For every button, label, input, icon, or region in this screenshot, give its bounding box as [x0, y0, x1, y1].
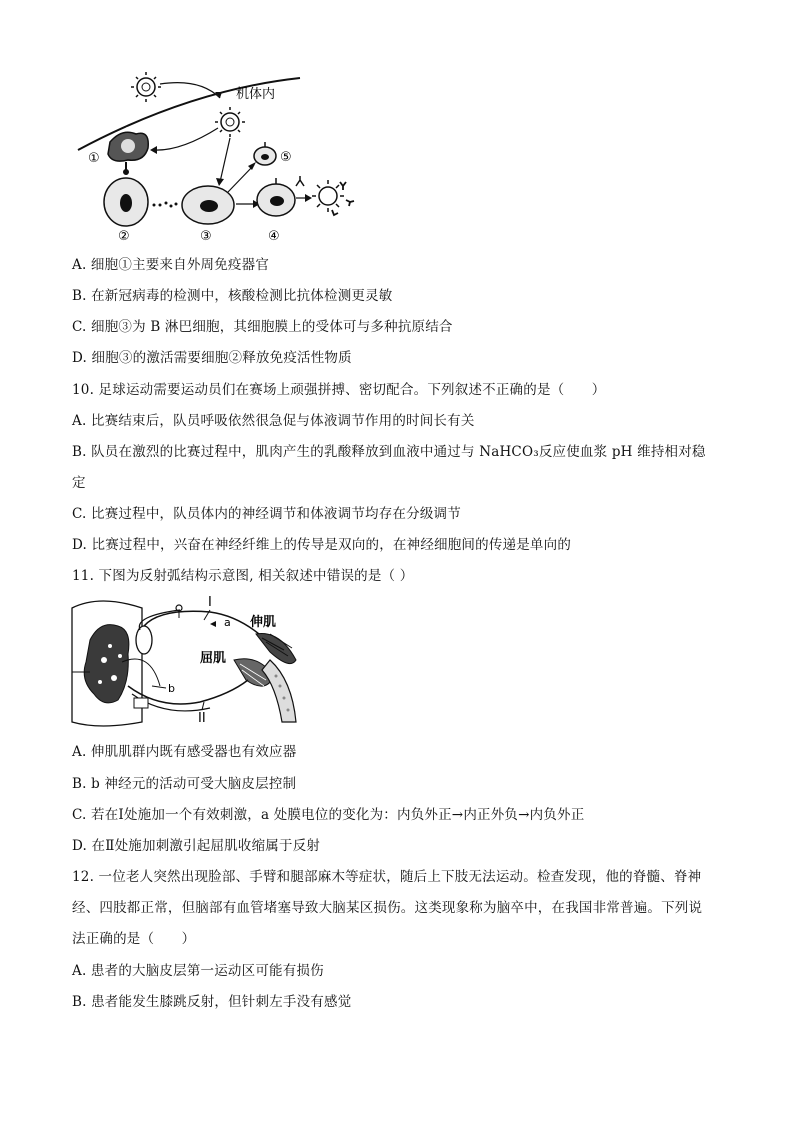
q11-option-c: C. 若在Ⅰ处施加一个有效刺激，a 处膜电位的变化为：内负外正→内正外负→内负外正 — [72, 807, 585, 823]
marker-5: ⑤ — [280, 150, 292, 165]
label-b: b — [168, 682, 175, 695]
marker-1: ① — [88, 151, 100, 166]
reflex-arc-figure — [70, 590, 310, 730]
cell-3 — [182, 186, 234, 224]
sensory-neuron-I — [144, 611, 266, 640]
q9-option-b: B. 在新冠病毒的检测中，核酸检测比抗体检测更灵敏 — [72, 288, 393, 304]
q12-stem-line-3: 法正确的是（ ） — [72, 931, 196, 947]
q9-option-d: D. 细胞③的激活需要细胞②释放免疫活性物质 — [72, 350, 352, 366]
bone — [262, 660, 296, 722]
label-flexor: 屈肌 — [200, 651, 227, 666]
q11-option-d: D. 在Ⅱ处施加刺激引起屈肌收缩属于反射 — [72, 838, 321, 854]
q10-option-c: C. 比赛过程中，队员体内的神经调节和体液调节均存在分级调节 — [72, 506, 461, 522]
q12-option-a: A. 患者的大脑皮层第一运动区可能有损伤 — [72, 963, 324, 979]
q12-stem-line-2: 经、四肢都正常，但脑部有血管堵塞导致大脑某区损伤。这类现象称为脑卒中，在我国非常普遍。下列说 — [72, 900, 703, 916]
q11-stem: 11. 下图为反射弧结构示意图, 相关叙述中错误的是（ ） — [72, 568, 414, 584]
q10-option-d: D. 比赛过程中，兴奋在神经纤维上的传导是双向的，在神经细胞间的传递是单向的 — [72, 537, 572, 553]
q10-option-b: B. 队员在激烈的比赛过程中，肌肉产生的乳酸释放到血液中通过与 NaHCO₃反应使血浆 pH 维持相对稳 — [72, 444, 706, 460]
label-a: a — [224, 616, 231, 629]
label-I: I — [208, 595, 212, 610]
marker-2: ② — [118, 229, 130, 244]
q11-option-b: B. b 神经元的活动可受大脑皮层控制 — [72, 776, 297, 792]
neutralized-virus-icon — [312, 180, 354, 215]
q9-option-a: A. 细胞①主要来自外周免疫器官 — [72, 257, 270, 273]
cell-4 — [257, 178, 295, 216]
label-II: II — [198, 711, 206, 726]
body-interior-label: 机体内 — [236, 87, 276, 102]
q11-option-a: A. 伸肌肌群内既有感受器也有效应器 — [72, 744, 297, 760]
cell-5 — [254, 142, 276, 165]
marker-4: ④ — [268, 229, 280, 244]
antibody-icon — [296, 176, 304, 186]
q12-stem-line-1: 12. 一位老人突然出现脸部、手臂和腿部麻木等症状，随后上下肢无法运动。检查发现，他的脊髓、脊神 — [72, 869, 702, 885]
cell-2 — [104, 178, 148, 226]
virus-icon — [215, 107, 245, 137]
q10-option-b-cont: 定 — [72, 475, 86, 491]
label-extensor: 伸肌 — [250, 615, 277, 630]
marker-3: ③ — [200, 229, 212, 244]
q12-option-b: B. 患者能发生膝跳反射，但针刺左手没有感觉 — [72, 994, 352, 1010]
q10-stem: 10. 足球运动需要运动员们在赛场上顽强拼搏、密切配合。下列叙述不正确的是（ ） — [72, 382, 606, 398]
q9-option-c: C. 细胞③为 B 淋巴细胞，其细胞膜上的受体可与多种抗原结合 — [72, 319, 453, 335]
immune-response-figure — [70, 70, 370, 245]
q10-option-a: A. 比赛结束后，队员呼吸依然很急促与体液调节作用的时间长有关 — [72, 413, 475, 429]
virus-icon — [131, 72, 161, 102]
